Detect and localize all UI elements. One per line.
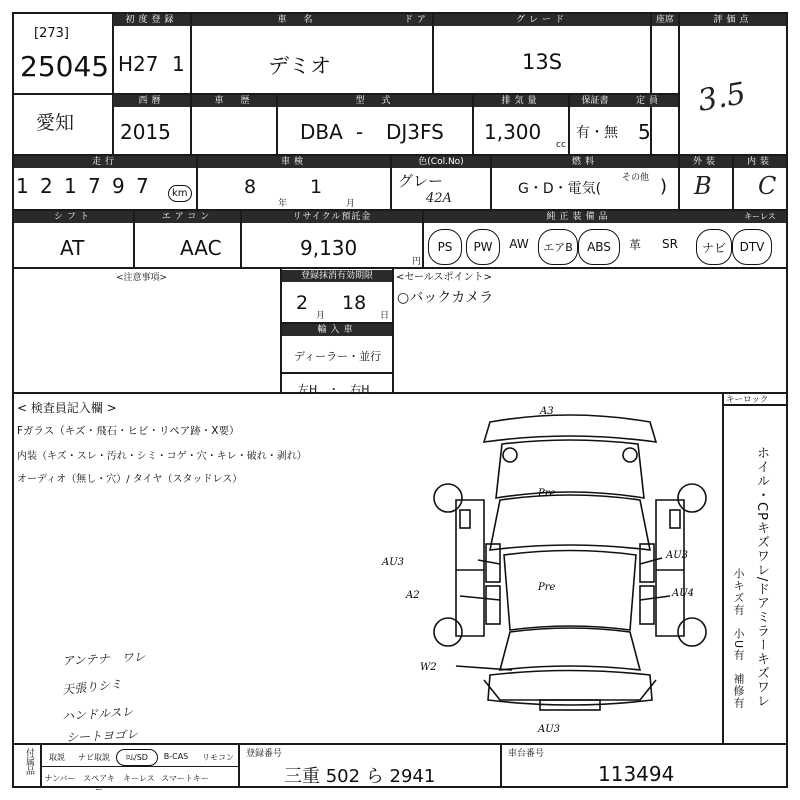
damage-mark: W2 (420, 662, 437, 673)
header-model: 車 名 (192, 14, 402, 26)
import-type: ディーラー・並行 (294, 350, 382, 363)
mileage-digit: 9 (112, 174, 125, 198)
header-capacity: 定員 (620, 95, 678, 107)
mileage-digit: 2 (40, 174, 53, 198)
model-code-prefix: DBA (300, 120, 343, 144)
equipment-aw: AW (509, 237, 529, 251)
header-import: 輸入車 (282, 324, 392, 336)
side-note-2: 小キズ有 小U有 補修有 (732, 568, 745, 710)
score-value: 3.5 (695, 76, 749, 119)
header-first-reg: 初度登録 (113, 14, 190, 26)
header-color: 色(Col.No) (392, 156, 490, 168)
damage-mark: AU3 (382, 557, 405, 568)
damage-mark: AU4 (672, 588, 695, 599)
header-warranty: 保証書 (570, 95, 620, 107)
model-code-dash: - (356, 120, 364, 144)
header-inspection: 車検 (198, 156, 390, 168)
model-name: デミオ (268, 54, 331, 78)
header-aircon: エアコン (135, 211, 240, 223)
equipment-sr: SR (662, 237, 678, 251)
accessory-item: 取説 (49, 753, 65, 762)
damage-mark: AU3 (538, 724, 561, 735)
header-score: 評価点 (680, 14, 786, 26)
damage-mark: Pre (538, 582, 556, 593)
first-reg-month: 1 (172, 52, 185, 76)
equipment-leather: 革 (628, 237, 641, 252)
inspection-year: 8 (244, 176, 257, 198)
header-shift: シフト (14, 211, 133, 223)
fuel-other-label: その他 (622, 173, 650, 183)
displacement-value: 1,300 (484, 120, 542, 144)
damage-mark: AU3 (666, 550, 689, 561)
header-displacement: 排気量 (474, 95, 568, 107)
equipment-ps: PS (428, 229, 462, 265)
inspection-month-unit: 月 (346, 199, 356, 209)
equipment-dtv: DTV (732, 229, 772, 265)
equipment-abs: ABS (578, 229, 620, 265)
inspection-month: 1 (310, 176, 323, 198)
header-seats: 座席 (652, 14, 678, 26)
handwritten-note: ハンドルスレ (61, 704, 135, 724)
capacity-value: 5 (638, 120, 651, 144)
accessory-item: ナビ取説 (78, 753, 110, 762)
mileage-digit: 1 (16, 174, 29, 198)
region-value: 愛知 (36, 112, 75, 134)
sales-point: ○バックカメラ (397, 290, 494, 306)
recycle-value: 9,130 (300, 236, 358, 260)
mileage-digit: 7 (136, 174, 149, 198)
header-keyless: キーレス (734, 211, 786, 223)
lot-number: 25045 (20, 50, 110, 83)
side-note: ホイル・CPキズワレ/ドアミラーキズワレ (754, 446, 769, 709)
accessory-item: ﾛﾑ/SD (116, 749, 158, 766)
mileage-digit: 1 (64, 174, 77, 198)
model-code-value: DJ3FS (386, 120, 444, 144)
recycle-unit: 円 (412, 257, 422, 267)
year-value: 2015 (120, 120, 171, 144)
windshield-note: Fガラス（キズ・飛石・ヒビ・リペア跡・X要） (17, 425, 240, 437)
color-code: 42A (426, 191, 452, 206)
header-reg-expiry: 登録抹消有効期限 (282, 270, 392, 282)
damage-mark: A2 (406, 590, 420, 601)
damage-mark: A3 (540, 406, 554, 417)
inspector-label: < 検査員記入欄 > (17, 401, 117, 415)
displacement-unit: cc (556, 140, 566, 150)
plate-label: 登録番号 (246, 749, 283, 759)
color-value: グレー (398, 172, 444, 190)
header-mileage: 走行 (14, 156, 196, 168)
accessory-item: キーレス (123, 774, 155, 783)
accessory-item: ナンバー (44, 774, 76, 783)
sales-point-label: <セールスポイント> (396, 272, 492, 283)
mileage-unit: km (168, 185, 192, 202)
exterior-grade: B (694, 172, 712, 200)
header-grade: グレード (434, 14, 650, 26)
interior-note: 内装（キズ・スレ・汚れ・シミ・コゲ・穴・キレ・破れ・剥れ） (17, 451, 307, 462)
steering: 左H ・ 右H (298, 383, 370, 396)
header-door: ドア (402, 14, 432, 26)
equipment-navi: ナビ (696, 229, 732, 265)
key-label: キーロック (726, 395, 769, 405)
header-recycle: リサイクル預託金 (242, 211, 422, 223)
accessory-item: スマートキー (161, 774, 209, 783)
lot-tag: [273] (34, 26, 69, 41)
shift-value: AT (60, 236, 85, 260)
inspection-year-unit: 年 (278, 199, 288, 209)
reg-month-unit: 月 (316, 311, 326, 321)
fuel-value: G・D・電気( (518, 181, 602, 197)
reg-day: 18 (342, 292, 367, 314)
aircon-value: AAC (180, 236, 222, 260)
car-diagram (382, 400, 720, 740)
header-fuel: 燃料 (492, 156, 678, 168)
audio-tire-note: オーディオ（無し・穴）/ タイヤ（スタッドレス） (17, 474, 243, 485)
chassis-number: 113494 (598, 762, 675, 786)
header-model-code: 型 式 (278, 95, 472, 107)
plate-number: 三重 502 ら 2941 (284, 766, 436, 787)
header-equipment: 純正装備品 (424, 211, 734, 223)
first-reg-year: H27 (118, 52, 159, 76)
reg-day-unit: 日 (380, 311, 390, 321)
accessories-label: 付属品 (24, 748, 34, 775)
caution-label: <注意事項> (116, 273, 168, 283)
equipment-pw: PW (466, 229, 500, 265)
grade-value: 13S (522, 50, 563, 74)
fuel-close: ) (660, 176, 668, 197)
reg-month: 2 (296, 292, 309, 314)
damage-mark: Pre (538, 488, 556, 499)
mileage-digit: 7 (88, 174, 101, 198)
mileage-digits (16, 174, 160, 198)
header-interior: 内装 (734, 156, 786, 168)
handwritten-note: 天張りシミ (61, 676, 123, 698)
equipment-airbag: エアB (538, 229, 578, 265)
handwritten-note: シートヨゴレ (65, 727, 139, 745)
header-cert: 車 歴 (192, 95, 276, 107)
interior-grade: C (758, 172, 777, 200)
header-exterior: 外装 (680, 156, 732, 168)
header-year: 西暦 (113, 95, 190, 107)
handwritten-note: アンテナ ワレ (61, 649, 146, 669)
warranty-value: 有・無 (576, 125, 618, 141)
accessory-item: スペアキー (83, 774, 115, 794)
accessory-item: B-CAS (163, 752, 189, 761)
accessory-item: リモコン (202, 753, 234, 762)
chassis-label: 車台番号 (508, 749, 545, 759)
